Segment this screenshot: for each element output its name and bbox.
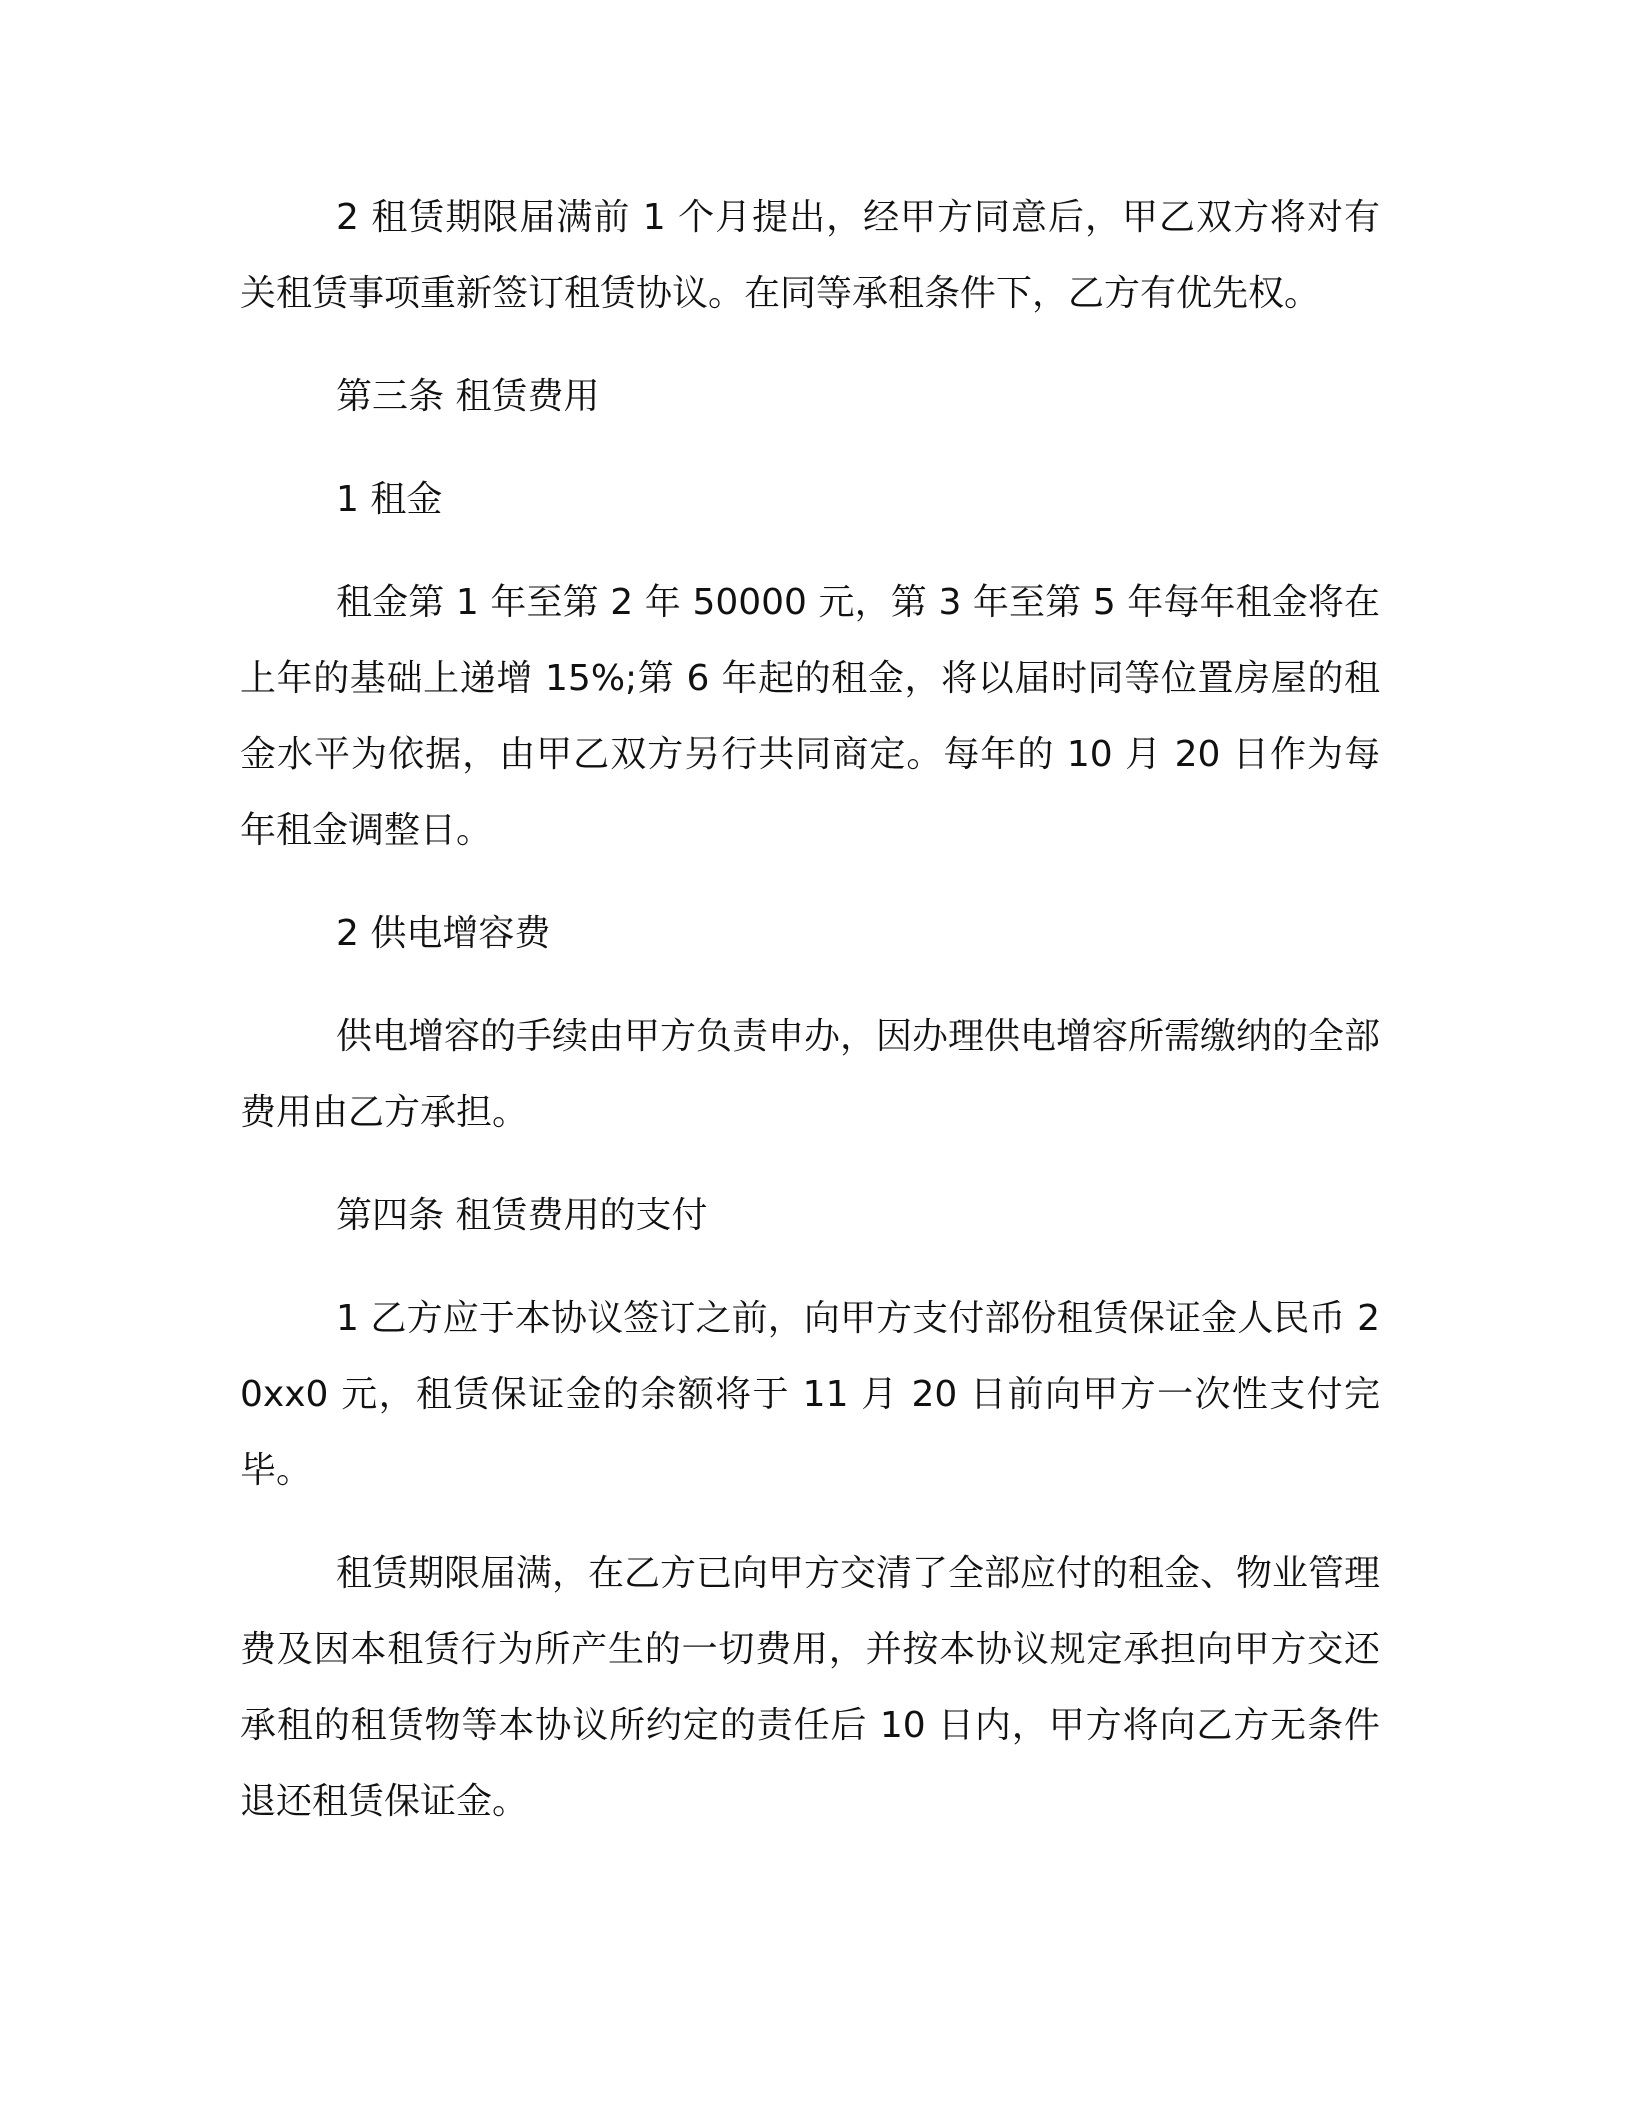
paragraph-renewal: 2 租赁期限届满前 1 个月提出，经甲方同意后，甲乙双方将对有关租赁事项重新签订租赁协议。在同等承租条件下，乙方有优先权。	[240, 197, 1380, 314]
paragraph-deposit-refund: 租赁期限届满，在乙方已向甲方交清了全部应付的租金、物业管理费及因本租赁行为所产生的一切费用，并按本协议规定承担向甲方交还承租的租赁物等本协议所约定的责任后 10 日内，甲方将向乙方无条件退还租赁保证金。	[240, 1553, 1381, 1822]
document-body	[240, 180, 1380, 1867]
paragraph-deposit: 1 乙方应于本协议签订之前，向甲方支付部份租赁保证金人民币 20xx0 元，租赁保证金的余额将于 11 月 20 日前向甲方一次性支付完毕。	[240, 1298, 1380, 1491]
paragraph-rent: 租金第 1 年至第 2 年 50000 元，第 3 年至第 5 年每年租金将在上年的基础上递增 15%;第 6 年起的租金，将以届时同等位置房屋的租金水平为依据，由甲乙双方另行共同商定。每年的 10 月 20 日作为每年租金调整日。	[240, 582, 1380, 851]
heading-article-4: 第四条 租赁费用的支付	[336, 1195, 708, 1236]
subheading-rent: 1 租金	[336, 479, 443, 520]
subheading-power-fee: 2 供电增容费	[336, 913, 551, 954]
paragraph-power-fee: 供电增容的手续由甲方负责申办，因办理供电增容所需缴纳的全部费用由乙方承担。	[240, 1016, 1381, 1133]
heading-article-3: 第三条 租赁费用	[336, 376, 600, 417]
